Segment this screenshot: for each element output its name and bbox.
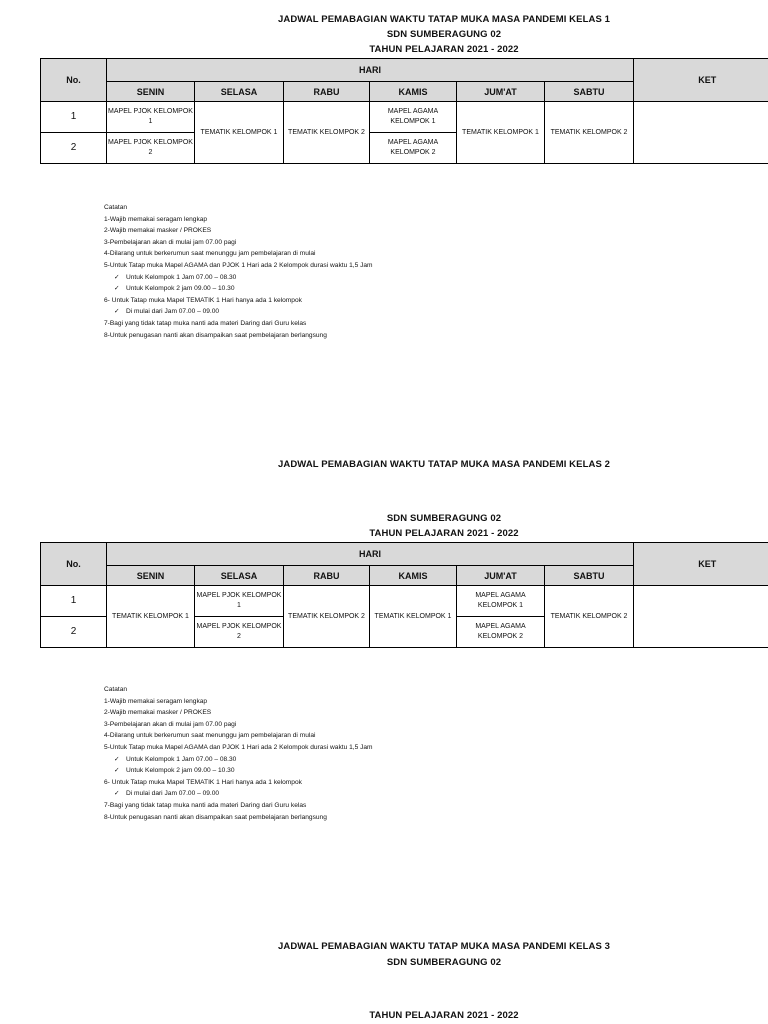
kelas3-title: JADWAL PEMABAGIAN WAKTU TATAP MUKA MASA PANDEMI KELAS 3 [277, 941, 611, 952]
kelas3-school-name: SDN SUMBERAGUNG 02 [386, 957, 502, 968]
cell-kamis-row2: MAPEL AGAMA KELOMPOK 2 [370, 133, 457, 164]
day-jumat: JUM'AT [457, 82, 545, 102]
day-sabtu: SABTU [545, 82, 634, 102]
note-4: 4-Dilarang untuk berkerumun saat menunggu jam pembelajaran di mulai [104, 250, 316, 258]
note-6a: ✓ Di mulai dari Jam 07.00 – 09.00 [104, 788, 373, 800]
kelas2-title: JADWAL PEMABAGIAN WAKTU TATAP MUKA MASA PANDEMI KELAS 2 [277, 459, 611, 470]
day-kamis: KAMIS [370, 82, 457, 102]
note-1: 1-Wajib memakai seragam lengkap [104, 215, 208, 223]
note-4: 4-Dilarang untuk berkerumun saat menunggu jam pembelajaran di mulai [104, 732, 316, 740]
kelas1-title: JADWAL PEMABAGIAN WAKTU TATAP MUKA MASA PANDEMI KELAS 1 [277, 14, 611, 25]
cell-kamis-row1: MAPEL AGAMA KELOMPOK 1 [370, 102, 457, 133]
note-8: 8-Untuk penugasan nanti akan disampaikan saat pembelajaran berlangsung [104, 813, 327, 821]
note-5b: ✓ Untuk Kelompok 2 jam 09.00 – 10.30 [104, 283, 373, 295]
day-senin: SENIN [107, 82, 195, 102]
note-5: 5-Untuk Tatap muka Mapel AGAMA dan PJOK 1 Hari ada 2 Kelompok durasi waktu 1,5 Jam [104, 261, 373, 269]
day-kamis: KAMIS [370, 566, 457, 586]
ket-header: KET [634, 543, 768, 586]
cell-jumat-row2: MAPEL AGAMA KELOMPOK 2 [457, 617, 545, 648]
check-icon: ✓ [114, 273, 120, 281]
cell-senin-row2: MAPEL PJOK KELOMPOK 2 [107, 133, 195, 164]
ket-header: KET [634, 59, 768, 102]
kelas1-schedule-table [40, 58, 768, 164]
hari-header: HARI [107, 59, 634, 82]
day-selasa: SELASA [195, 82, 284, 102]
cell-sabtu: TEMATIK KELOMPOK 2 [545, 102, 634, 164]
day-senin: SENIN [107, 566, 195, 586]
day-jumat: JUM'AT [457, 566, 545, 586]
note-5a: ✓ Untuk Kelompok 1 Jam 07.00 – 08.30 [104, 754, 373, 766]
no-header: No. [41, 543, 107, 586]
note-6: 6- Untuk Tatap muka Mapel TEMATIK 1 Hari hanya ada 1 kelompok [104, 778, 302, 786]
note-3: 3-Pembelajaran akan di mulai jam 07.00 pagi [104, 238, 237, 246]
kelas3-school-year: TAHUN PELAJARAN 2021 - 2022 [369, 1010, 519, 1021]
note-3: 3-Pembelajaran akan di mulai jam 07.00 pagi [104, 720, 237, 728]
cell-kamis: TEMATIK KELOMPOK 1 [370, 586, 457, 648]
kelas1-school-year: TAHUN PELAJARAN 2021 - 2022 [369, 44, 519, 55]
notes-heading: Catatan [104, 686, 128, 693]
note-7: 7-Bagi yang tidak tatap muka nanti ada materi Daring dari Guru kelas [104, 801, 307, 809]
day-rabu: RABU [284, 82, 370, 102]
note-2: 2-Wajib memakai masker / PROKES [104, 227, 212, 235]
notes-heading: Catatan [104, 204, 128, 211]
note-2: 2-Wajib memakai masker / PROKES [104, 709, 212, 717]
cell-rabu: TEMATIK KELOMPOK 2 [284, 586, 370, 648]
row-number: 1 [41, 586, 107, 617]
row-number: 1 [41, 102, 107, 133]
note-5a: ✓ Untuk Kelompok 1 Jam 07.00 – 08.30 [104, 272, 373, 284]
check-icon: ✓ [114, 790, 120, 798]
note-6a: ✓ Di mulai dari Jam 07.00 – 09.00 [104, 306, 373, 318]
kelas2-school-year: TAHUN PELAJARAN 2021 - 2022 [369, 528, 519, 539]
kelas2-notes [104, 684, 373, 823]
row-number: 2 [41, 133, 107, 164]
day-sabtu: SABTU [545, 566, 634, 586]
note-6: 6- Untuk Tatap muka Mapel TEMATIK 1 Hari hanya ada 1 kelompok [104, 296, 302, 304]
day-selasa: SELASA [195, 566, 284, 586]
cell-selasa: TEMATIK KELOMPOK 1 [195, 102, 284, 164]
cell-selasa-row1: MAPEL PJOK KELOMPOK 1 [195, 586, 284, 617]
no-header: No. [41, 59, 107, 102]
cell-senin-row1: MAPEL PJOK KELOMPOK 1 [107, 102, 195, 133]
check-icon: ✓ [114, 308, 120, 316]
cell-rabu: TEMATIK KELOMPOK 2 [284, 102, 370, 164]
cell-senin: TEMATIK KELOMPOK 1 [107, 586, 195, 648]
note-8: 8-Untuk penugasan nanti akan disampaikan saat pembelajaran berlangsung [104, 331, 327, 339]
cell-jumat-row1: MAPEL AGAMA KELOMPOK 1 [457, 586, 545, 617]
check-icon: ✓ [114, 755, 120, 763]
check-icon: ✓ [114, 285, 120, 293]
cell-jumat: TEMATIK KELOMPOK 1 [457, 102, 545, 164]
cell-sabtu: TEMATIK KELOMPOK 2 [545, 586, 634, 648]
kelas2-schedule-table [40, 542, 768, 648]
hari-header: HARI [107, 543, 634, 566]
kelas1-school-name: SDN SUMBERAGUNG 02 [386, 29, 502, 40]
cell-ket [634, 586, 768, 648]
cell-selasa-row2: MAPEL PJOK KELOMPOK 2 [195, 617, 284, 648]
note-5b: ✓ Untuk Kelompok 2 jam 09.00 – 10.30 [104, 765, 373, 777]
kelas2-school-name: SDN SUMBERAGUNG 02 [386, 513, 502, 524]
day-rabu: RABU [284, 566, 370, 586]
note-7: 7-Bagi yang tidak tatap muka nanti ada materi Daring dari Guru kelas [104, 319, 307, 327]
note-1: 1-Wajib memakai seragam lengkap [104, 697, 208, 705]
note-5: 5-Untuk Tatap muka Mapel AGAMA dan PJOK 1 Hari ada 2 Kelompok durasi waktu 1,5 Jam [104, 743, 373, 751]
cell-ket [634, 102, 768, 164]
check-icon: ✓ [114, 767, 120, 775]
kelas1-notes [104, 202, 373, 341]
row-number: 2 [41, 617, 107, 648]
